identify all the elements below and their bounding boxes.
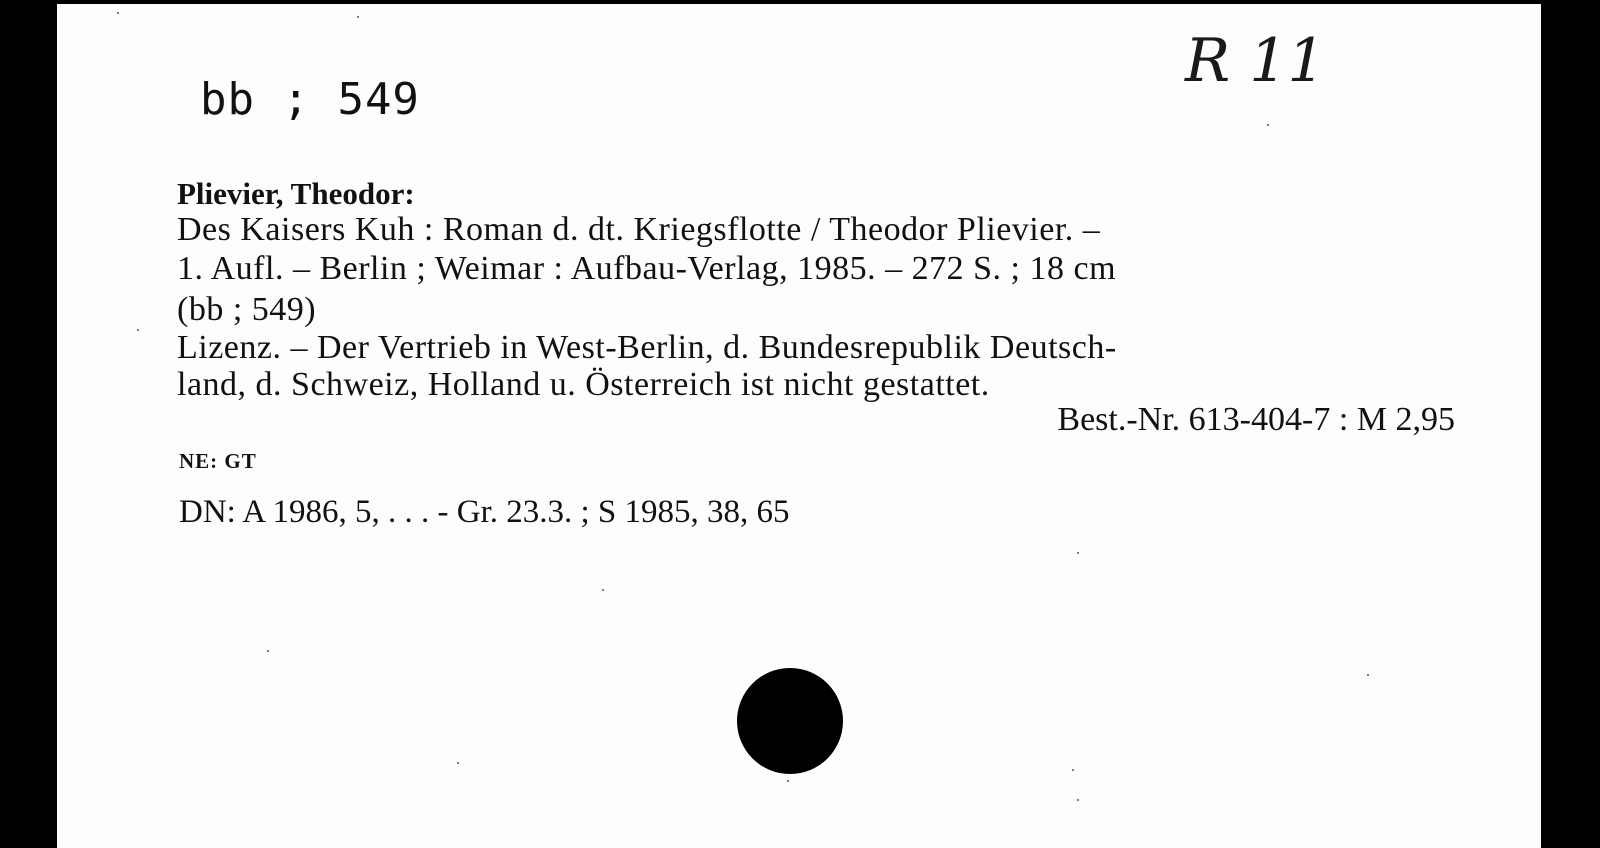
scan-speck — [1077, 552, 1079, 554]
handwritten-mark: R 11 — [1185, 26, 1326, 96]
scan-speck — [267, 650, 269, 652]
scan-speck — [457, 762, 459, 764]
description-line: 1. Aufl. – Berlin ; Weimar : Aufbau-Verlag, 1985. – 272 S. ; 18 cm — [177, 250, 1117, 287]
scan-speck — [357, 16, 359, 18]
description-line: Des Kaisers Kuh : Roman d. dt. Kriegsflotte / Theodor Plievier. – — [177, 211, 1101, 248]
dn-reference: DN: A 1986, 5, . . . - Gr. 23.3. ; S 1985, 38, 65 — [179, 494, 790, 530]
order-number: Best.-Nr. 613-404-7 : M 2,95 — [1057, 401, 1455, 438]
scan-speck — [787, 780, 789, 782]
scan-speck — [1367, 674, 1369, 676]
scan-speck — [1072, 769, 1074, 771]
description-line: land, d. Schweiz, Holland u. Österreich ist nicht gestattet. — [177, 366, 990, 403]
scan-speck — [117, 12, 119, 14]
scan-speck — [602, 589, 604, 591]
scan-speck — [1077, 799, 1079, 801]
added-entry: NE: GT — [179, 449, 257, 473]
call-number: bb ; 549 — [200, 74, 420, 125]
scan-speck — [1267, 124, 1269, 126]
scan-speck — [137, 329, 139, 331]
description-line: (bb ; 549) — [177, 291, 317, 328]
author-heading: Plievier, Theodor: — [177, 176, 415, 211]
punch-hole — [737, 668, 843, 774]
catalog-card — [57, 4, 1541, 848]
description-line: Lizenz. – Der Vertrieb in West-Berlin, d. Bundesrepublik Deutsch- — [177, 329, 1117, 366]
